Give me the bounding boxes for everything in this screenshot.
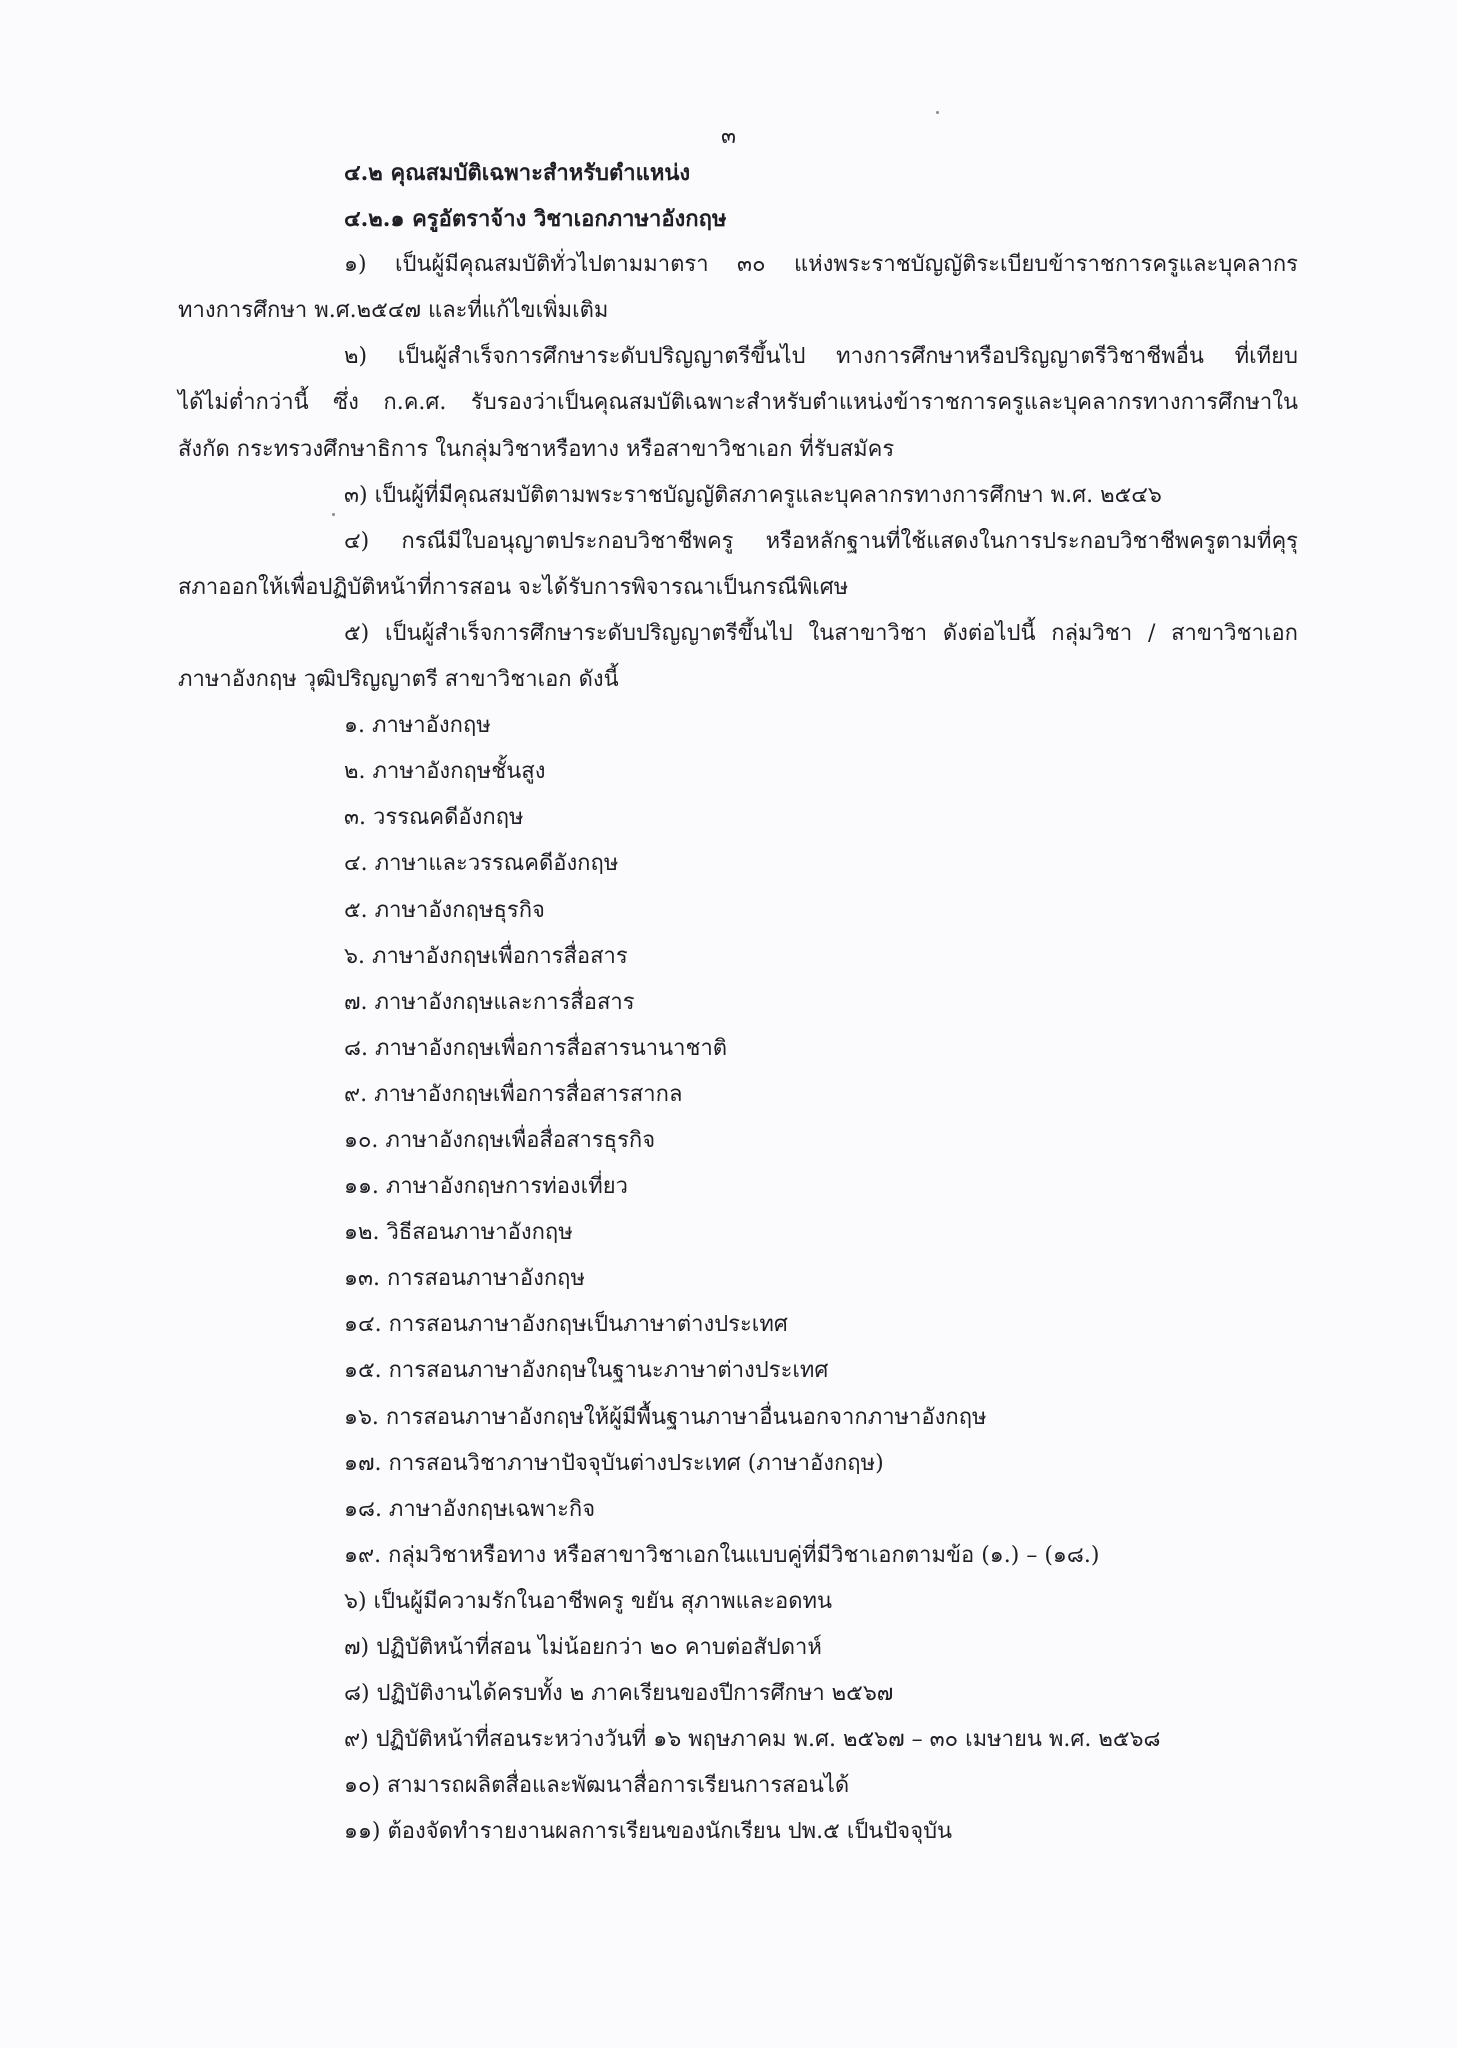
criterion-1-line-1: ๑) เป็นผู้มีคุณสมบัติทั่วไปตามมาตรา ๓๐ แห่งพระราชบัญญัติระเบียบข้าราชการครูและบุคลากร [344,252,1298,278]
criterion-4-line-2: สภาออกให้เพื่อปฏิบัติหน้าที่การสอน จะได้รับการพิจารณาเป็นกรณีพิเศษ [178,574,849,600]
major-item-7: ๗. ภาษาอังกฤษและการสื่อสาร [344,989,635,1015]
criterion-2-line-2: ได้ไม่ต่ำกว่านี้ ซึ่ง ก.ค.ศ. รับรองว่าเป็นคุณสมบัติเฉพาะสำหรับตำแหน่งข้าราชการครูและบุคลากรทางการศึกษาใน [178,390,1298,416]
major-item-19: ๑๙. กลุ่มวิชาหรือทาง หรือสาขาวิชาเอกในแบบคู่ที่มีวิชาเอกตามข้อ (๑.) – (๑๘.) [344,1542,1100,1568]
criterion-2-line-3: สังกัด กระทรวงศึกษาธิการ ในกลุ่มวิชาหรือทาง หรือสาขาวิชาเอก ที่รับสมัคร [178,436,895,462]
criterion-1-line-2: ทางการศึกษา พ.ศ.๒๕๔๗ และที่แก้ไขเพิ่มเติม [178,298,609,324]
criterion-10: ๑๐) สามารถผลิตสื่อและพัฒนาสื่อการเรียนการสอนได้ [344,1773,850,1799]
major-item-13: ๑๓. การสอนภาษาอังกฤษ [344,1266,585,1292]
major-item-3: ๓. วรรณคดีอังกฤษ [344,805,524,831]
criterion-5-line-2: ภาษาอังกฤษ วุฒิปริญญาตรี สาขาวิชาเอก ดังนี้ [178,667,619,693]
criterion-9: ๙) ปฏิบัติหน้าที่สอนระหว่างวันที่ ๑๖ พฤษภาคม พ.ศ. ๒๕๖๗ – ๓๐ เมษายน พ.ศ. ๒๕๖๘ [344,1727,1161,1753]
section-heading: ๔.๒ คุณสมบัติเฉพาะสำหรับตำแหน่ง [344,160,691,186]
criterion-7: ๗) ปฏิบัติหน้าที่สอน ไม่น้อยกว่า ๒๐ คาบต่อสัปดาห์ [344,1635,822,1660]
major-item-2: ๒. ภาษาอังกฤษชั้นสูง [344,759,546,785]
page-number: ๓ [720,124,737,149]
criterion-8: ๘) ปฏิบัติงานได้ครบทั้ง ๒ ภาคเรียนของปีการศึกษา ๒๕๖๗ [344,1681,894,1707]
criterion-6: ๖) เป็นผู้มีความรักในอาชีพครู ขยัน สุภาพและอดทน [344,1588,833,1614]
criterion-3: ๓) เป็นผู้ที่มีคุณสมบัติตามพระราชบัญญัติสภาครูและบุคลากรทางการศึกษา พ.ศ. ๒๕๔๖ [344,482,1162,508]
major-item-15: ๑๕. การสอนภาษาอังกฤษในฐานะภาษาต่างประเทศ [344,1358,829,1384]
major-item-16: ๑๖. การสอนภาษาอังกฤษให้ผู้มีพื้นฐานภาษาอื่นนอกจากภาษาอังกฤษ [344,1404,987,1430]
major-item-12: ๑๒. วิธีสอนภาษาอังกฤษ [344,1220,573,1246]
document-body [178,150,1298,1855]
major-item-9: ๙. ภาษาอังกฤษเพื่อการสื่อสารสากล [344,1081,683,1107]
scan-speck [936,111,939,114]
major-item-10: ๑๐. ภาษาอังกฤษเพื่อสื่อสารธุรกิจ [344,1127,656,1153]
major-item-5: ๕. ภาษาอังกฤษธุรกิจ [344,897,545,923]
major-item-11: ๑๑. ภาษาอังกฤษการท่องเที่ยว [344,1174,628,1200]
scan-speck [332,513,335,516]
criterion-5-line-1: ๕) เป็นผู้สำเร็จการศึกษาระดับปริญญาตรีขึ้นไป ในสาขาวิชา ดังต่อไปนี้ กลุ่มวิชา / สาขาวิชาเอก [344,620,1298,646]
major-item-14: ๑๔. การสอนภาษาอังกฤษเป็นภาษาต่างประเทศ [344,1312,788,1338]
major-item-6: ๖. ภาษาอังกฤษเพื่อการสื่อสาร [344,943,628,969]
criterion-2-line-1: ๒) เป็นผู้สำเร็จการศึกษาระดับปริญญาตรีขึ้นไป ทางการศึกษาหรือปริญญาตรีวิชาชีพอื่น ที่เทียบ [344,344,1298,370]
major-item-18: ๑๘. ภาษาอังกฤษเฉพาะกิจ [344,1496,596,1522]
major-item-4: ๔. ภาษาและวรรณคดีอังกฤษ [344,851,619,877]
major-item-17: ๑๗. การสอนวิชาภาษาปัจจุบันต่างประเทศ (ภาษาอังกฤษ) [344,1450,884,1476]
criterion-4-line-1: ๔) กรณีมีใบอนุญาตประกอบวิชาชีพครู หรือหลักฐานที่ใช้แสดงในการประกอบวิชาชีพครูตามที่คุรุ [344,528,1298,554]
criterion-11: ๑๑) ต้องจัดทำรายงานผลการเรียนของนักเรียน ปพ.๕ เป็นปัจจุบัน [344,1819,953,1845]
major-item-1: ๑. ภาษาอังกฤษ [344,713,491,739]
major-item-8: ๘. ภาษาอังกฤษเพื่อการสื่อสารนานาชาติ [344,1035,728,1061]
subsection-heading: ๔.๒.๑ ครูอัตราจ้าง วิชาเอกภาษาอังกฤษ [344,206,727,233]
